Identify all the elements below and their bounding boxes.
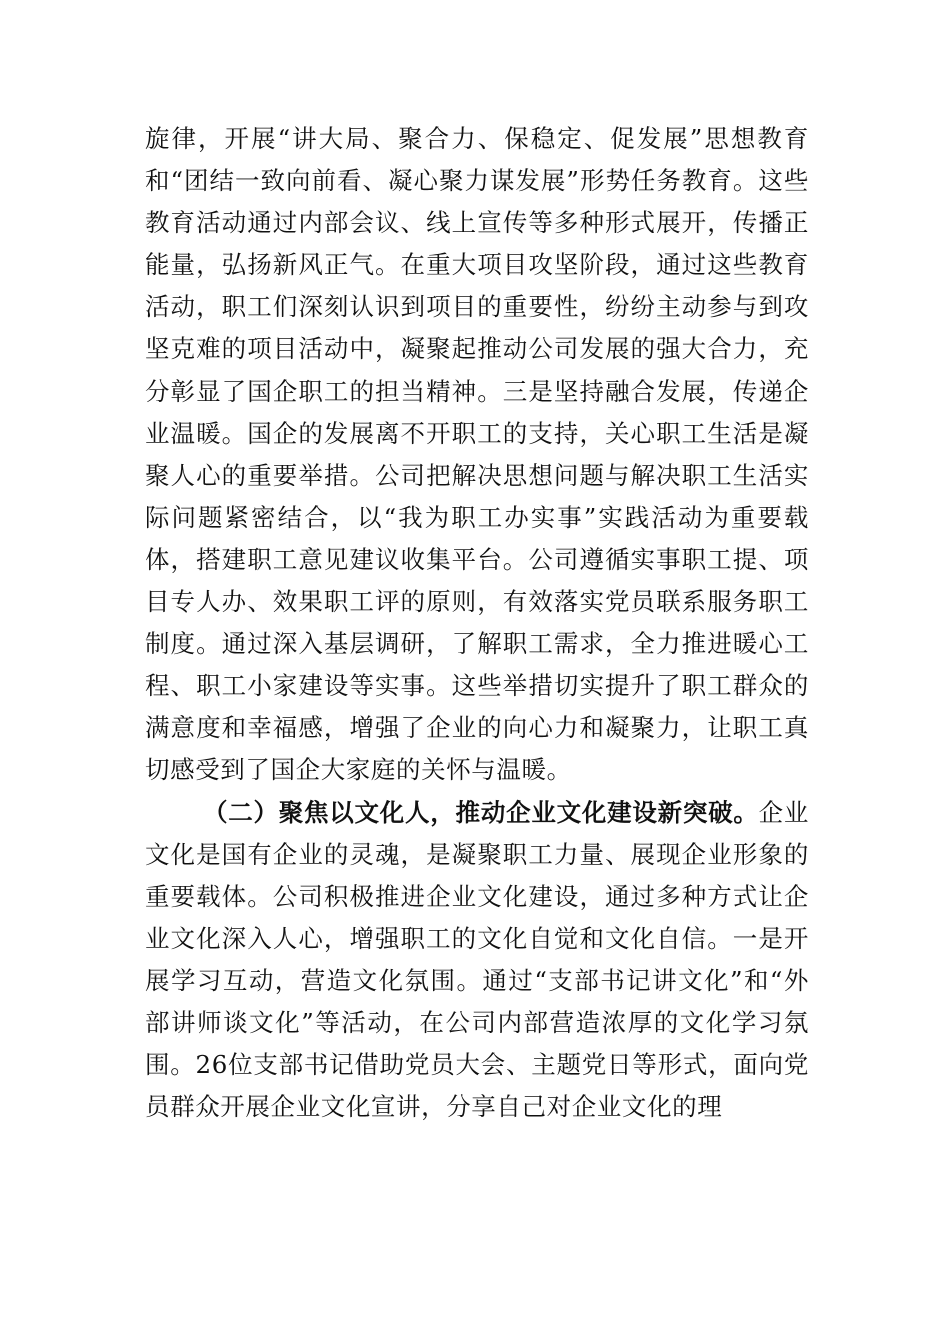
paragraph-section-two <box>145 792 809 1129</box>
paragraph-continued <box>145 118 809 792</box>
document-body <box>145 118 809 1128</box>
paragraph-2-text: 企业文化是国有企业的灵魂，是凝聚职工力量、展现企业形象的重要载体。公司积极推进企业文化建设，通过多种方式让企业文化深入人心，增强职工的文化自觉和文化自信。一是开展学习互动，营造文化氛围。通过“支部书记讲文化”和“外部讲师谈文化”等活动，在公司内部营造浓厚的文化学习氛围。26位支部书记借助党员大会、主题党日等形式，面向党员群众开展企业文化宣讲，分享自己对企业文化的理 <box>145 797 809 1122</box>
section-heading: （二）聚焦以文化人，推动企业文化建设新突破。 <box>203 797 759 827</box>
paragraph-1-text: 旋律，开展“讲大局、聚合力、保稳定、促发展”思想教育和“团结一致向前看、凝心聚力谋发展”形势任务教育。这些教育活动通过内部会议、线上宣传等多种形式展开，传播正能量，弘扬新风正气。在重大项目攻坚阶段，通过这些教育活动，职工们深刻认识到项目的重要性，纷纷主动参与到攻坚克难的项目活动中，凝聚起推动公司发展的强大合力，充分彰显了国企职工的担当精神。三是坚持融合发展，传递企业温暖。国企的发展离不开职工的支持，关心职工生活是凝聚人心的重要举措。公司把解决思想问题与解决职工生活实际问题紧密结合，以“我为职工办实事”实践活动为重要载体，搭建职工意见建议收集平台。公司遵循实事职工提、项目专人办、效果职工评的原则，有效落实党员联系服务职工制度。通过深入基层调研，了解职工需求，全力推进暖心工程、职工小家建设等实事。这些举措切实提升了职工群众的满意度和幸福感，增强了企业的向心力和凝聚力，让职工真切感受到了国企大家庭的关怀与温暖。 <box>145 124 809 785</box>
